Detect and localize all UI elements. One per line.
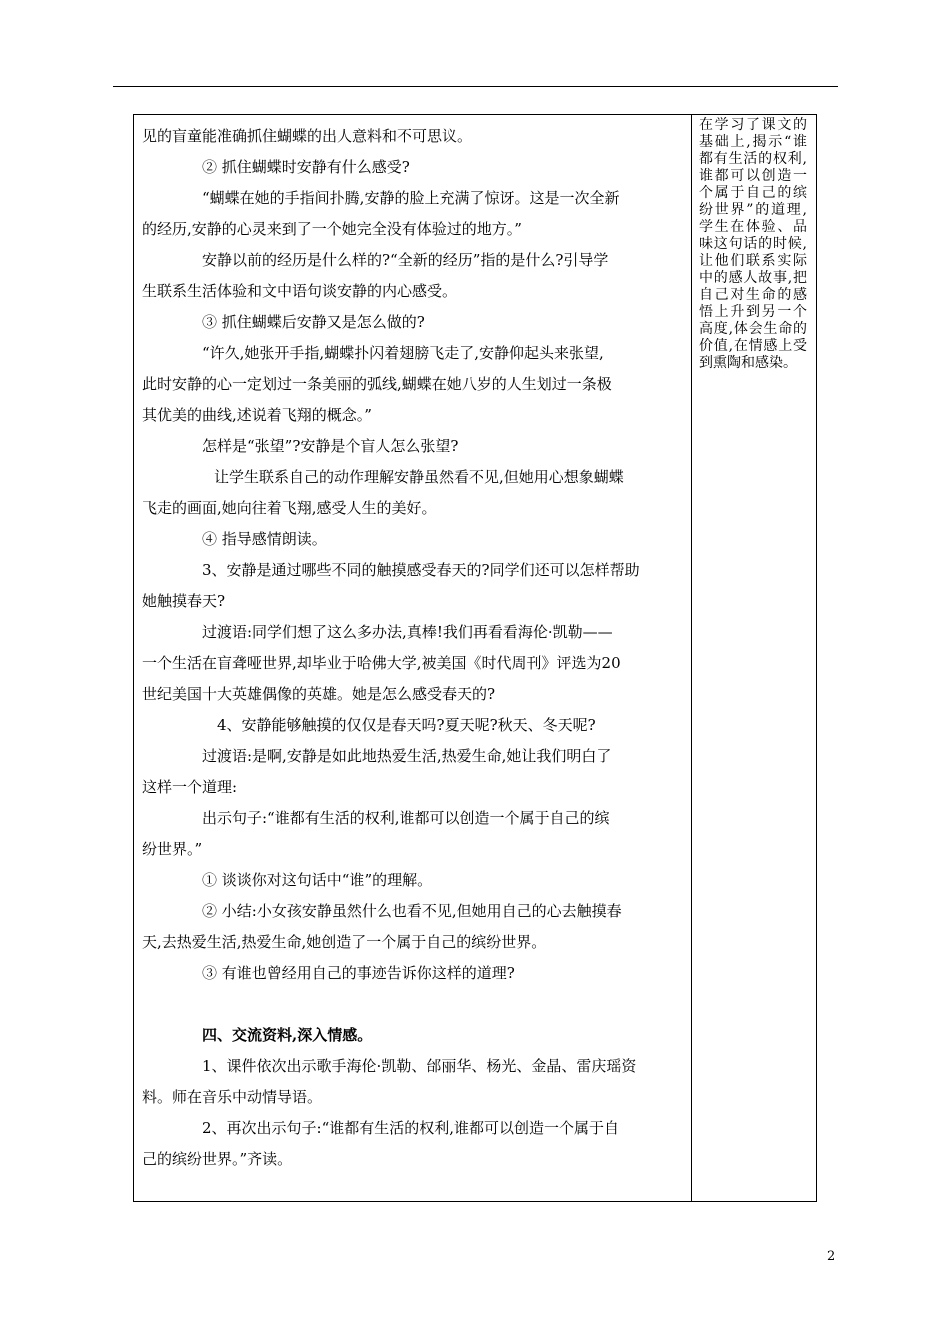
text-line: 3、安静是通过哪些不同的触摸感受春天的?同学们还可以怎样帮助 [202,561,640,579]
text-line: 出示句子:“谁都有生活的权利,谁都可以创造一个属于自己的缤 [202,809,610,827]
design-note: 在学习了课文的基础上,揭示“谁都有生活的权利,谁都可以创造一个属于自己的缤纷世界”的道理,学生在体验、品味这句话的时候,让他们联系实际中的感人故事,把自己对生命的感悟上升到另一个高度,体会生命的价值,在情感上受到熏陶和感染。 [699,117,807,371]
text-line: 4、安静能够触摸的仅仅是春天吗?夏天呢?秋天、冬天呢? [217,716,596,734]
text-line: 生联系生活体验和文中语句谈安静的内心感受。 [142,282,458,300]
text-line: 此时安静的心一定划过一条美丽的弧线,蝴蝶在她八岁的人生划过一条极 [142,375,612,393]
text-line: 一个生活在盲聋哑世界,却毕业于哈佛大学,被美国《时代周刊》评选为20 [142,654,621,672]
text-line: ② 抓住蝴蝶时安静有什么感受? [202,158,410,176]
text-line: 她触摸春天? [142,592,226,610]
blank-line [142,989,687,1020]
text-line: 过渡语:同学们想了这么多办法,真棒!我们再看看海伦·凯勒—— [202,623,613,641]
lesson-table [133,114,817,1202]
text-line: 这样一个道理: [142,778,238,796]
text-line: 让学生联系自己的动作理解安静虽然看不见,但她用心想象蝴蝶 [214,468,624,486]
text-line: 己的缤纷世界。”齐读。 [142,1150,293,1168]
text-line: ③ 有谁也曾经用自己的事迹告诉你这样的道理? [202,964,515,982]
text-line: 见的盲童能准确抓住蝴蝶的出人意料和不可思议。 [142,127,473,145]
text-line: 怎样是“张望”?安静是个盲人怎么张望? [202,437,459,455]
text-line: 过渡语:是啊,安静是如此地热爱生活,热爱生命,她让我们明白了 [202,747,612,765]
text-line: “蝴蝶在她的手指间扑腾,安静的脸上充满了惊讶。这是一次全新 [202,189,620,207]
column-divider [691,115,692,1201]
text-line: 1、课件依次出示歌手海伦·凯勒、邰丽华、杨光、金晶、雷庆瑶资 [202,1057,637,1075]
design-note-column [699,117,807,372]
lesson-content [142,121,687,1175]
text-line: “许久,她张开手指,蝴蝶扑闪着翅膀飞走了,安静仰起头来张望, [202,344,604,362]
header-rule [113,86,838,87]
text-line: ② 小结:小女孩安静虽然什么也看不见,但她用自己的心去触摸春 [202,902,622,920]
text-line: ④ 指导感情朗读。 [202,530,327,548]
text-line: 2、再次出示句子:“谁都有生活的权利,谁都可以创造一个属于自 [202,1119,620,1137]
text-line: 其优美的曲线,述说着飞翔的概念。” [142,406,372,424]
text-line: 天,去热爱生活,热爱生命,她创造了一个属于自己的缤纷世界。 [142,933,547,951]
text-line: 安静以前的经历是什么样的?“全新的经历”指的是什么?引导学 [202,251,609,269]
text-line: 的经历,安静的心灵来到了一个她完全没有体验过的地方。” [142,220,522,238]
text-line: 纷世界。” [142,840,203,858]
section-heading: 四、交流资料,深入情感。 [202,1026,373,1044]
text-line: 飞走的画面,她向往着飞翔,感受人生的美好。 [142,499,437,517]
text-line: ③ 抓住蝴蝶后安静又是怎么做的? [202,313,425,331]
text-line: 世纪美国十大英雄偶像的英雄。她是怎么感受春天的? [142,685,496,703]
text-line: 料。师在音乐中动情导语。 [142,1088,323,1106]
page-number: 2 [827,1249,836,1264]
text-line: ① 谈谈你对这句话中“谁”的理解。 [202,871,433,889]
